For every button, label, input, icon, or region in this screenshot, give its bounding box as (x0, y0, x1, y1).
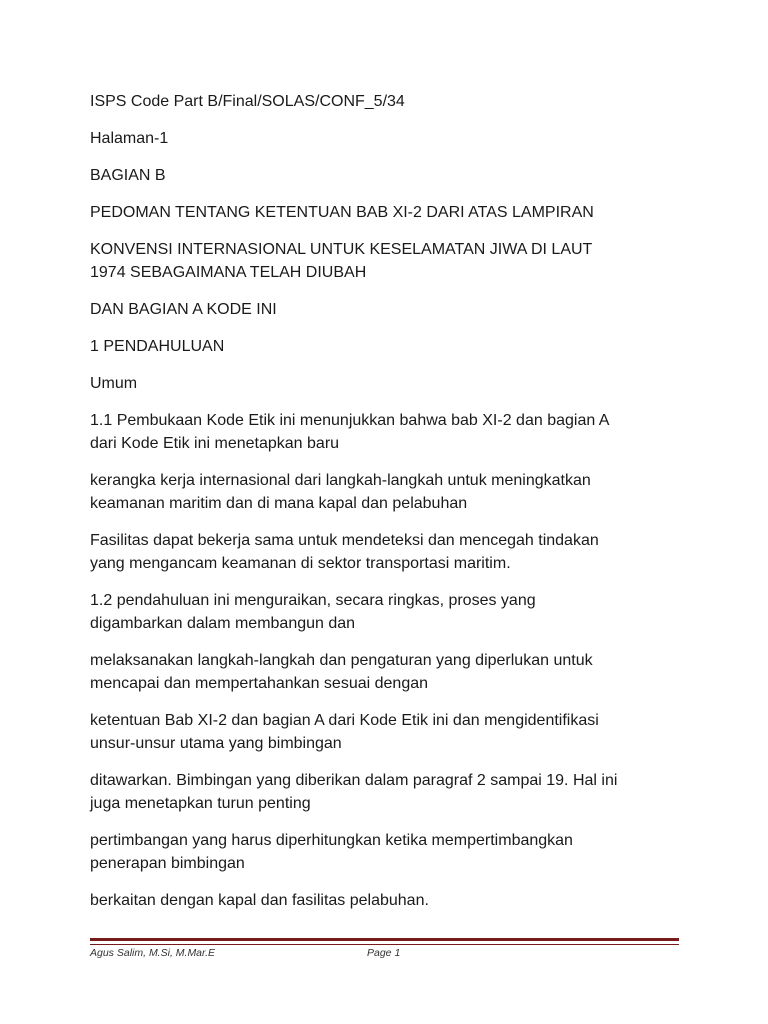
footer-divider-thin (90, 944, 679, 945)
body-paragraph: melaksanakan langkah-langkah dan pengaturan yang diperlukan untuk mencapai dan mempertahankan sesuai dengan (90, 652, 593, 692)
footer-page-number: Page 1 (367, 947, 401, 959)
section-heading: BAGIAN B (90, 167, 166, 184)
body-paragraph: 1.1 Pembukaan Kode Etik ini menunjukkan bahwa bab XI-2 dan bagian A dari Kode Etik ini menetapkan baru (90, 412, 610, 452)
body-paragraph: berkaitan dengan kapal dan fasilitas pelabuhan. (90, 892, 429, 909)
chapter-heading: 1 PENDAHULUAN (90, 338, 225, 355)
body-paragraph: pertimbangan yang harus diperhitungkan ketika mempertimbangkan penerapan bimbingan (90, 832, 573, 872)
body-paragraph: ditawarkan. Bimbingan yang diberikan dalam paragraf 2 sampai 19. Hal ini juga menetapkan turun penting (90, 772, 618, 812)
body-paragraph: Fasilitas dapat bekerja sama untuk mendeteksi dan mencegah tindakan yang mengancam keamanan di sektor transportasi maritim. (90, 532, 599, 572)
footer-author: Agus Salim, M.Si, M.Mar.E (90, 947, 216, 959)
guideline-title: PEDOMAN TENTANG KETENTUAN BAB XI-2 DARI ATAS LAMPIRAN (90, 204, 594, 221)
subheading-general: Umum (90, 375, 138, 392)
body-paragraph: ketentuan Bab XI-2 dan bagian A dari Kode Etik ini dan mengidentifikasi unsur-unsur utama yang bimbingan (90, 712, 599, 752)
body-paragraph: kerangka kerja internasional dari langkah-langkah untuk meningkatkan keamanan maritim dan di mana kapal dan pelabuhan (90, 472, 591, 512)
page-indicator: Halaman-1 (90, 130, 169, 147)
footer-divider-thick (90, 938, 679, 941)
document-body (90, 90, 682, 926)
convention-title: KONVENSI INTERNASIONAL UNTUK KESELAMATAN JIWA DI LAUT 1974 SEBAGAIMANA TELAH DIUBAH (90, 241, 593, 281)
code-part-title: DAN BAGIAN A KODE INI (90, 301, 277, 318)
body-paragraph: 1.2 pendahuluan ini menguraikan, secara ringkas, proses yang digambarkan dalam membangun dan (90, 592, 536, 632)
document-reference: ISPS Code Part B/Final/SOLAS/CONF_5/34 (90, 93, 405, 110)
